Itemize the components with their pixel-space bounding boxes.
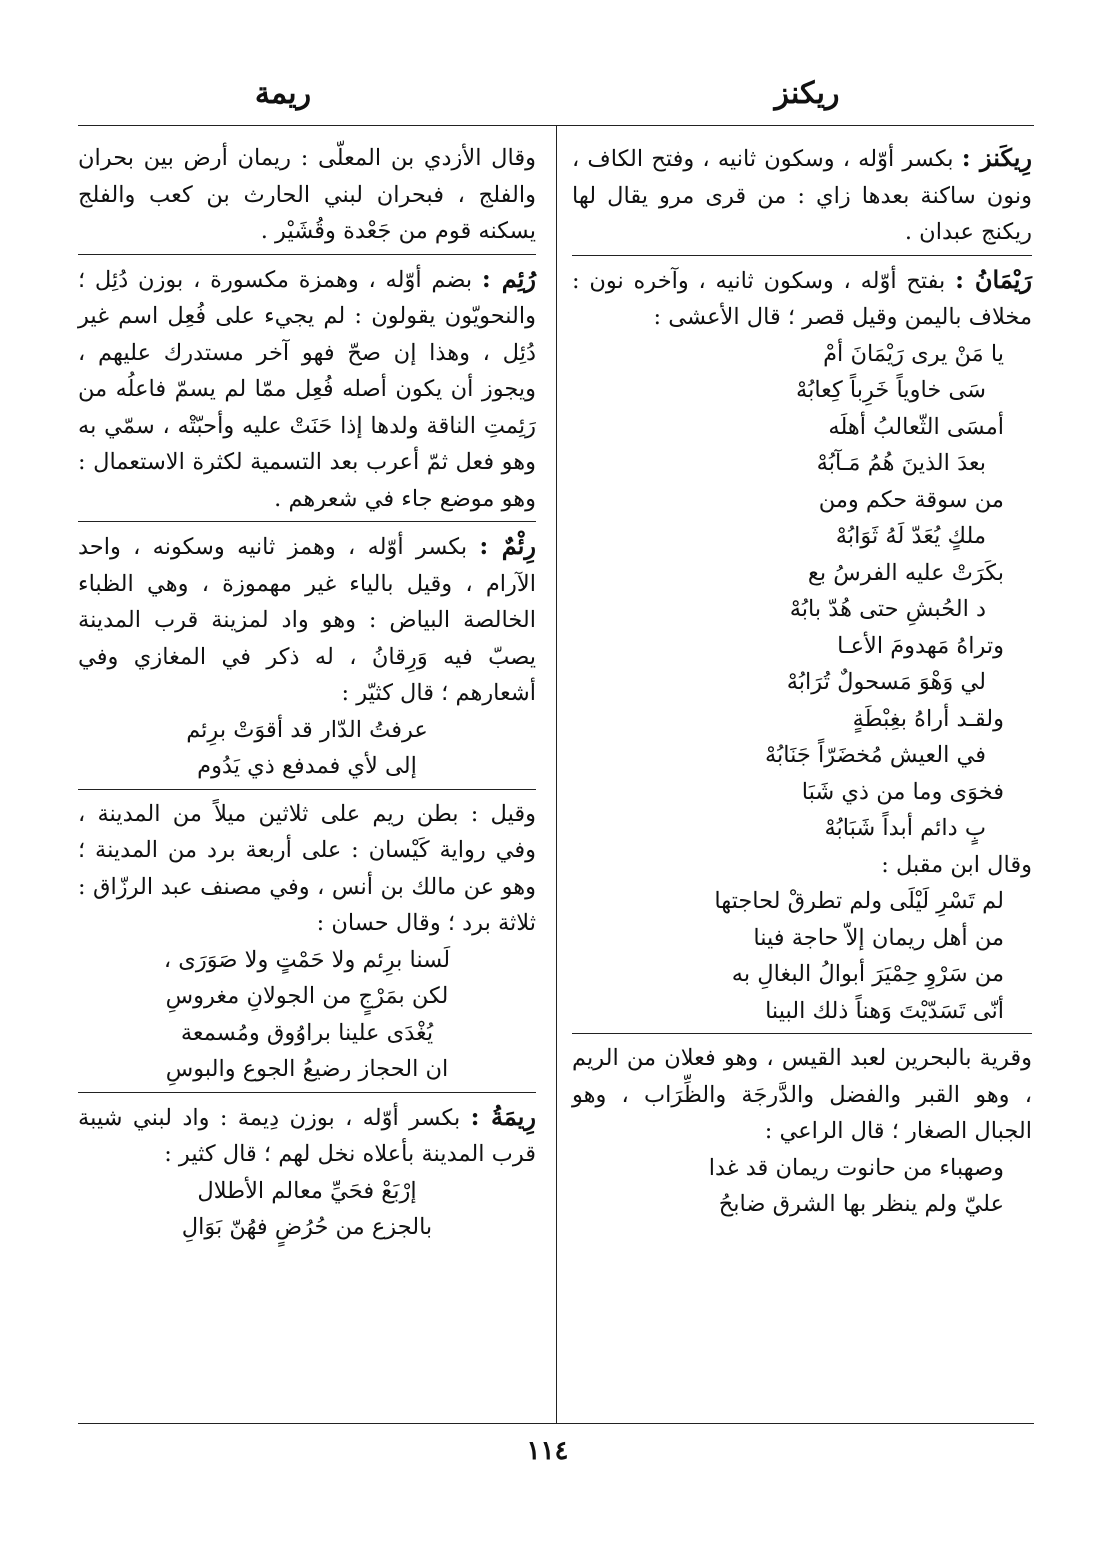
poem-rai: [572, 1150, 1032, 1223]
entry-text: بضم أوّله ، وهمزة مكسورة ، بوزن دُئِل ؛ والنحويّون يقولون : لم يجيء على فُعِل اسم غير دُئِل ، وهذا إن صحّ فهو آخر مستدرك عليهم ، ويجوز أن يكون أصله فُعِل ممّا لم يسمّ فاعلُه من رَئِمتِ الناقة ولدها إذا حَنَتْ عليه وأحبّتْه ، سمّي به وهو فعل ثمّ أعرب بعد التسمية لكثرة الاستعمال : وهو موضع جاء في شعرهم .: [78, 266, 536, 512]
verse-line: لم تَسْرِ لَيْلَى ولم تطرقْ لحاجتها: [714, 888, 1004, 914]
bottom-rule: [78, 1423, 1034, 1424]
verse-line: بعدَ الذينَ هُمُ مَـآبُهْ: [816, 450, 986, 476]
header-entry-right: ريكنز: [774, 76, 840, 111]
verse-line: إلى لأي فمدفع ذي يَدُوم: [197, 753, 417, 779]
entry-separator: [572, 1033, 1032, 1034]
verse-line: بٍ دائم أبداً شَبَابُهْ: [824, 815, 986, 841]
verse-line: ان الحجاز رضيعُ الجوع والبوسِ: [165, 1056, 449, 1082]
entry-separator: [78, 1092, 536, 1093]
verse-line: لَسنا برِئم ولا حَمْتٍ ولا صَوَرَى ،: [163, 946, 451, 973]
entry-headword: رُئِم :: [481, 263, 536, 293]
verse-line: سَى خاوياً خَرِباً كِعابُهْ: [796, 377, 986, 403]
entry-separator: [78, 521, 536, 522]
poem-intro: وقال ابن مقبل :: [881, 851, 1032, 878]
verse-line: وصهباء من حانوت ريمان قد غدا: [708, 1154, 1004, 1181]
column-divider: [556, 125, 557, 1423]
entry-text: بفتح أوّله ، وسكون ثانيه ، وآخره نون : مخلاف باليمن وقيل قصر ؛ قال الأعشى :: [572, 267, 1032, 330]
entry-text: وقرية بالبحرين لعبد القيس ، وهو فعلان من الريم ، وهو القبر والفضل والدَّرجَة والظِّرَاب ، وهو الجبال الصغار ؛ قال الراعي :: [572, 1045, 1032, 1144]
poem-kuthayyir-2: [78, 1173, 536, 1246]
verse-line: أمسَى الثّعالبُ أهلَه: [828, 413, 1004, 440]
entry-text: بكسر أوّله ، وسكون ثانيه ، وفتح الكاف ، ونون ساكنة بعدها زاي : من قرى مرو يقال لها ريكنج عبدان .: [572, 146, 1032, 245]
entry-rikanz: [572, 140, 1032, 251]
poem-asha: [572, 336, 1032, 847]
verse-line: لكن بمَرْجٍ من الجولانِ مغروسِ: [165, 983, 449, 1009]
verse-line: وتراهُ مَهدومَ الأعـا: [837, 632, 1004, 659]
entry-headword: رِيكَنز :: [961, 143, 1032, 172]
verse-line: عرفتُ الدّار قد أقوَتْ برِئم: [186, 716, 428, 743]
entry-text: وقيل : بطن ريم على ثلاثين ميلاً من المدينة ، وفي رواية كَيْسان : على أربعة برد من المدينة ؛ وهو عن مالك بن أنس ، وفي مصنف عبد الرزّاق : ثلاثة برد ؛ وقال حسان :: [78, 800, 536, 936]
entry-text: وقال الأزدي بن المعلّى : ريمان أرض بين بحران والفلج ، فبحران لبني الحارث بن كعب والفلج يسكنه قوم من جَعْدة وقُشَيْر .: [78, 145, 536, 244]
verse-line: في العيش مُخضَرّاً جَنَابُهْ: [764, 742, 986, 768]
verse-line: لي وَهْوَ مَسحولٌ تُرَابُهْ: [786, 669, 986, 695]
verse-line: يُغْدَى علينا براوُوق ومُسمعة: [180, 1019, 434, 1046]
entry-separator: [572, 255, 1032, 256]
entry-headword: رَيْمَانُ :: [955, 264, 1032, 294]
verse-line: د الحُبشِ حتى هُدّ بابُهْ: [789, 596, 986, 622]
verse-line: عليّ ولم ينظر بها الشرق ضابحُ: [718, 1191, 1004, 1217]
verse-line: إرْبَعْ فحَيِّ معالم الأطلال: [197, 1177, 417, 1204]
entry-ruim: [78, 261, 536, 518]
poem-kuthayyir: [78, 712, 536, 785]
verse-line: ولقـد أراهُ بغِبْطَةٍ: [852, 705, 1004, 732]
entry-rim: [78, 528, 536, 1088]
entry-separator: [78, 254, 536, 255]
entry-rayman: [572, 262, 1032, 1223]
verse-line: فخوَى وما من ذي شَبَا: [801, 778, 1004, 805]
right-column: [572, 140, 1032, 1227]
verse-line: بكَرَتْ عليه الفرسُ بع: [807, 559, 1004, 586]
entry-headword: رِئْمٌ :: [479, 531, 536, 560]
verse-line: من سوقة حكم ومن: [818, 486, 1004, 513]
verse-line: ملكٍ يُعَدّ لَهُ ثَوَابُهْ: [835, 523, 986, 549]
left-column: [78, 140, 536, 1250]
entry-headword: رِيمَةُ :: [470, 1101, 536, 1131]
entry-rima: [78, 1099, 536, 1246]
verse-line: بالجزع من حُرُضٍ فهُنّ بَوَالِ: [181, 1214, 433, 1240]
header-entry-left: ريمة: [254, 76, 312, 111]
page-number: ١١٤: [526, 1436, 569, 1466]
verse-line: من سَرْوِ حِمْيَرَ أبوالُ البغالِ به: [731, 961, 1004, 987]
entry-text: بكسر أوّله ، وهمز ثانيه وسكونه ، واحد الآرام ، وقيل بالياء غير مهموزة ، وهي الظباء الخالصة البياض : وهو واد لمزينة قرب المدينة يصبّ فيه وَرِقانُ ، له ذكر في المغازي وفي أشعارهم ؛ قال كثيّر :: [78, 534, 536, 706]
poem-ibn-muqbil: [572, 883, 1032, 1029]
entry-separator: [78, 789, 536, 790]
verse-line: يا مَنْ يرى رَيْمَانَ أمْ: [823, 340, 1004, 367]
verse-line: أنّى تَسَدّيْتَ وَهناً ذلك البينا: [765, 997, 1004, 1024]
entry-text: بكسر أوّله ، بوزن دِيمة : واد لبني شيبة قرب المدينة بأعلاه نخل لهم ؛ قال كثير :: [78, 1104, 536, 1167]
entry-rayman-continued: [78, 140, 536, 250]
verse-line: من أهل ريمان إلاّ حاجة فينا: [753, 924, 1004, 951]
poem-hassan: [78, 942, 536, 1088]
